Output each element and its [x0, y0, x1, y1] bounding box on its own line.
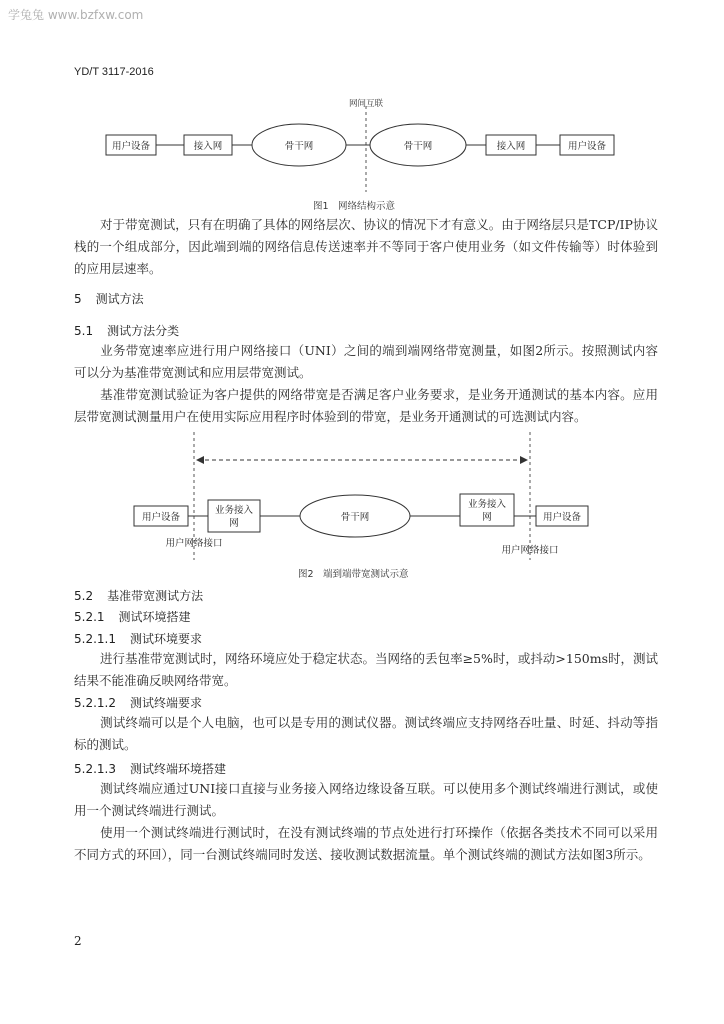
section-5-2-1-heading: 5.2.1 测试环境搭建 — [74, 610, 191, 624]
figure2-end-to-end-test — [130, 432, 600, 560]
fig2-user-device-left-label: 用户设备 — [141, 512, 181, 523]
fig2-access-right-line1: 业务接入 — [467, 499, 507, 510]
paragraph-5: 测试终端可以是个人电脑，也可以是专用的测试仪器。测试终端应支持网络吞吐量、时延、抖动等指标的测试。 — [74, 715, 658, 752]
paragraph-1: 对于带宽测试，只有在明确了具体的网络层次、协议的情况下才有意义。由于网络层只是TCP/IP协议栈的一个组成部分，因此端到端的网络信息传送速率并不等同于客户使用业务（如文件传输等）时体验到的应用层速率。 — [74, 217, 658, 276]
fig1-access-right-label: 接入网 — [496, 141, 526, 152]
fig1-backbone-right-label: 骨干网 — [403, 141, 433, 152]
section-5-2-1-1-heading: 5.2.1.1 测试环境要求 — [74, 632, 202, 646]
fig2-backbone-label: 骨干网 — [340, 512, 370, 523]
page-number: 2 — [74, 934, 82, 948]
watermark: 学兔兔 www.bzfxw.com — [8, 8, 144, 22]
fig1-user-device-right-label: 用户设备 — [567, 141, 607, 152]
paragraph-2: 业务带宽速率应进行用户网络接口（UNI）之间的端到端网络带宽测量，如图2所示。按照测试内容可以分为基准带宽测试和应用层带宽测试。 — [74, 343, 658, 380]
figure1-network-structure — [100, 96, 630, 192]
document-id: YD/T 3117-2016 — [74, 66, 154, 78]
fig1-backbone-left-label: 骨干网 — [284, 141, 314, 152]
paragraph-4: 进行基准带宽测试时，网络环境应处于稳定状态。当网络的丢包率≥5%时，或抖动>150ms时，测试结果不能准确反映网络带宽。 — [74, 651, 658, 688]
section-5-1-heading: 5.1 测试方法分类 — [74, 324, 180, 338]
section-5-heading: 5 测试方法 — [74, 292, 144, 306]
figure1-caption: 图1 网络结构示意 — [313, 201, 396, 212]
section-5-2-heading: 5.2 基准带宽测试方法 — [74, 589, 204, 603]
figure2-caption: 图2 端到端带宽测试示意 — [298, 569, 409, 580]
fig2-access-left-line2: 网 — [229, 518, 239, 529]
section-5-2-1-2-heading: 5.2.1.2 测试终端要求 — [74, 696, 202, 710]
fig2-access-left-line1: 业务接入 — [214, 505, 254, 516]
paragraph-6: 测试终端应通过UNI接口直接与业务接入网络边缘设备互联。可以使用多个测试终端进行测试，或使用一个测试终端进行测试。 — [74, 781, 658, 818]
fig2-right-uni-label: 用户网络接口 — [501, 545, 559, 556]
paragraph-7: 使用一个测试终端进行测试时，在没有测试终端的节点处进行打环操作（依据各类技术不同可以采用不同方式的环回），同一台测试终端同时发送、接收测试数据流量。单个测试终端的测试方法如图3所示。 — [74, 825, 658, 862]
fig2-left-uni-label: 用户网络接口 — [165, 538, 223, 549]
fig1-user-device-left-label: 用户设备 — [111, 141, 151, 152]
fig2-access-right-line2: 网 — [482, 512, 492, 523]
fig1-access-left-label: 接入网 — [193, 141, 223, 152]
interconnect-label: 网间互联 — [348, 99, 384, 109]
fig2-user-device-right-label: 用户设备 — [542, 512, 582, 523]
paragraph-3: 基准带宽测试验证为客户提供的网络带宽是否满足客户业务要求，是业务开通测试的基本内容。应用层带宽测试测量用户在使用实际应用程序时体验到的带宽，是业务开通测试的可选测试内容。 — [74, 387, 658, 424]
section-5-2-1-3-heading: 5.2.1.3 测试终端环境搭建 — [74, 762, 226, 776]
